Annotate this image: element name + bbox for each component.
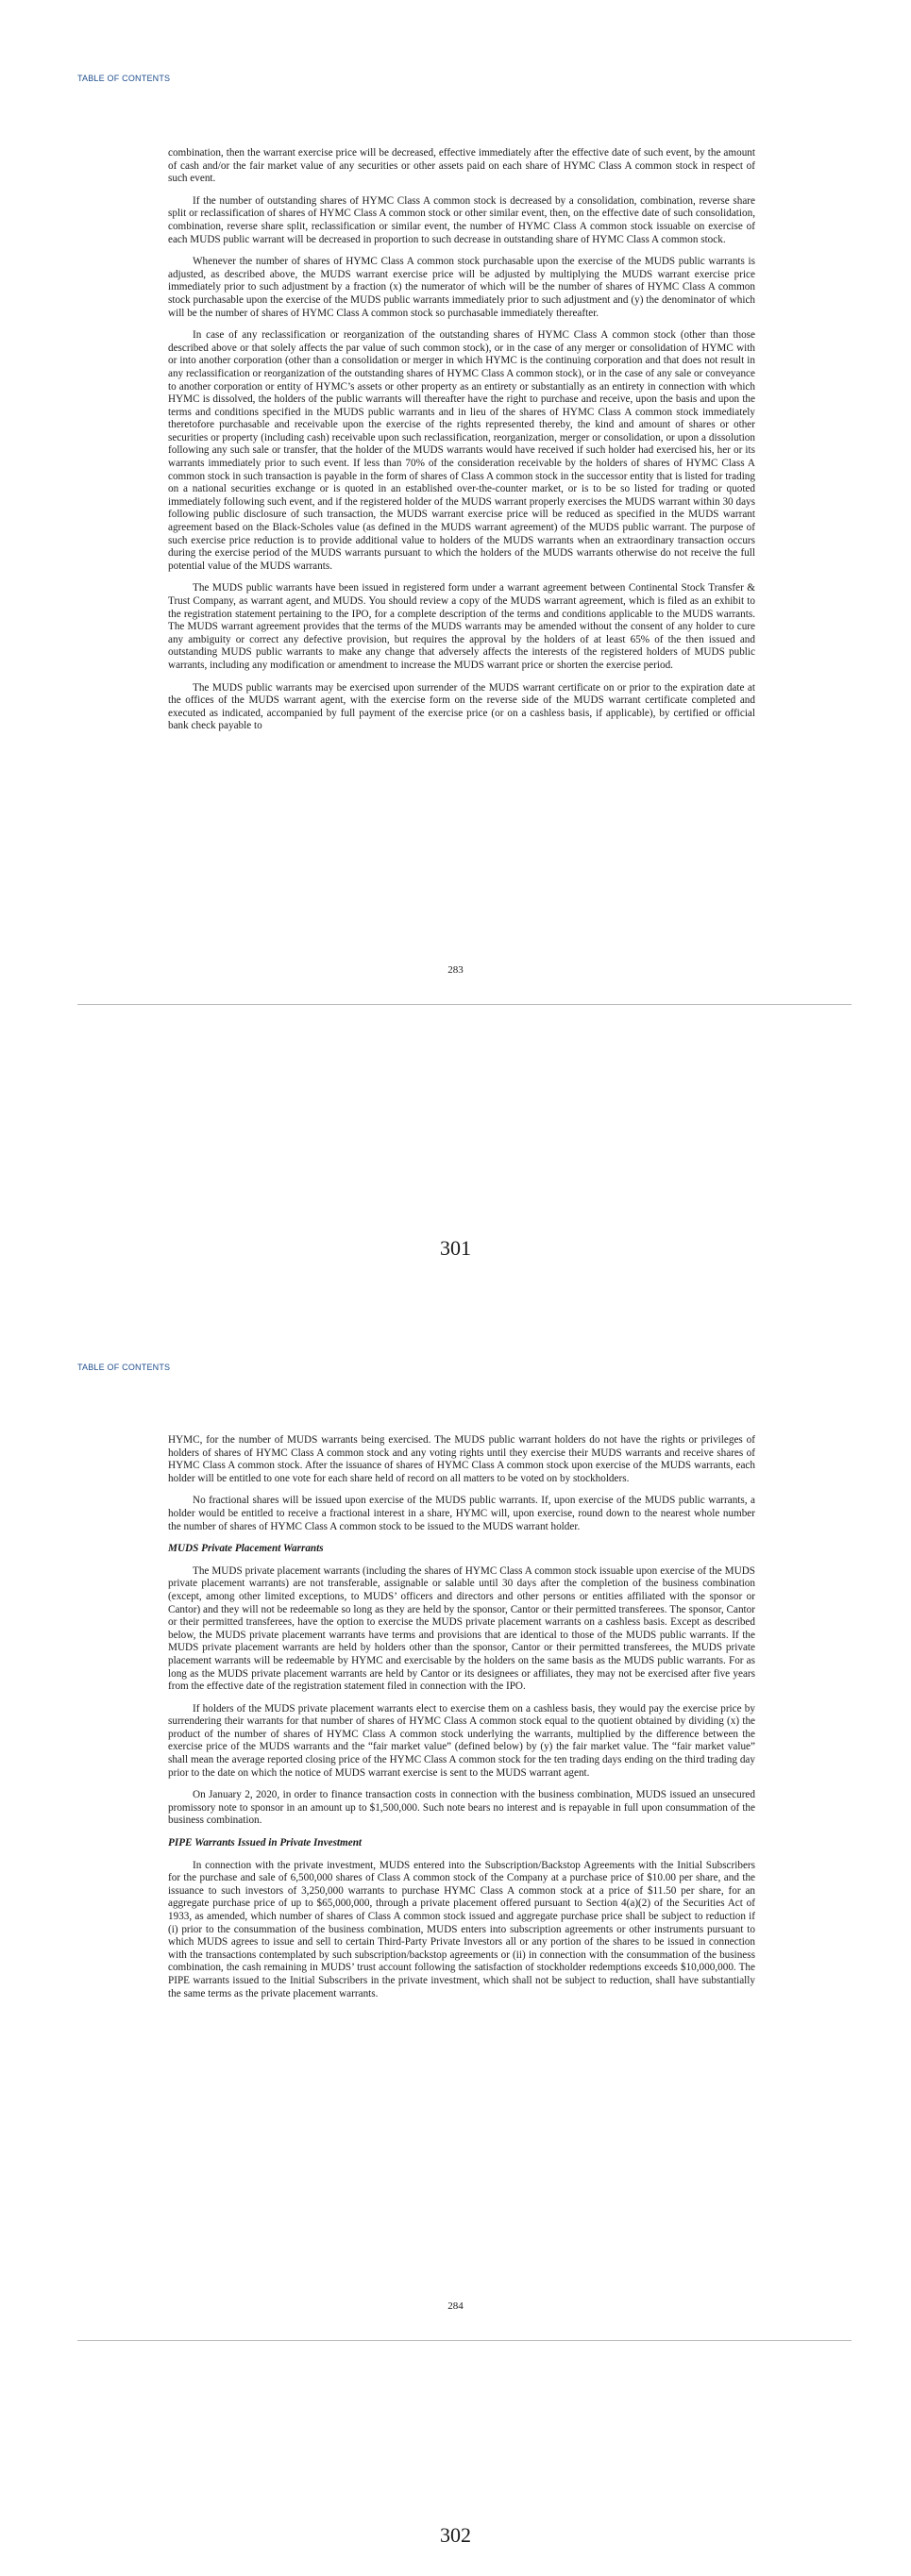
pdf-page-number: 302 <box>440 2523 471 2547</box>
page-284-body <box>168 1434 755 2010</box>
paragraph: If the number of outstanding shares of HYMC Class A common stock is decreased by a consolidation, combination, reverse share split or reclassification of shares of HYMC Class A common stock or other similar event, then, on the effective date of such consolidation, combination, reverse share split, reclassification or similar event, the number of HYMC Class A common stock issuable on exercise of each MUDS public warrant will be decreased in proportion to such decrease in outstanding share of HYMC Class A common stock. <box>168 194 755 245</box>
pdf-page-number: 301 <box>440 1236 471 1260</box>
page-283-body <box>168 147 755 743</box>
paragraph: The MUDS private placement warrants (including the shares of HYMC Class A common stock issuable upon exercise of the MUDS private placement warrants) are not transferable, assignable or salable until 30 days after the completion of the business combination (except, among other limited exceptions, to MUDS’ officers and directors and other persons or entities affiliated with the sponsor or Cantor) and they will not be redeemable so long as they are held by the sponsor, Cantor or their permitted transferees. The sponsor, Cantor or their permitted transferees, have the option to exercise the MUDS private placement warrants on a cashless basis. Except as described below, the MUDS private placement warrants have terms and provisions that are identical to those of the MUDS public warrants. If the MUDS private placement warrants are held by holders other than the sponsor, Cantor or their permitted transferees, the MUDS private placement warrants will be redeemable by HYMC and exercisable by the holders on the same basis as the MUDS public warrants. For as long as the MUDS private placement warrants are held by Cantor or its designees or affiliates, they may not be exercised after five years from the effective date of the registration statement filed in connection with the IPO. <box>168 1564 755 1693</box>
paragraph: In case of any reclassification or reorganization of the outstanding shares of HYMC Class A common stock (other than those described above or that solely affects the par value of such common stock), or in the case of any merger or consolidation of HYMC with or into another corporation (other than a consolidation or merger in which HYMC is the continuing corporation and that does not result in any reclassification or reorganization of the outstanding shares of HYMC Class A common stock), or in the case of any sale or conveyance to another corporation or entity of HYMC’s assets or other property as an entirety or substantially as an entirety in connection with which HYMC is dissolved, the holders of the public warrants will thereafter have the right to purchase and receive, upon the basis and upon the terms and conditions specified in the MUDS public warrants and in lieu of the shares of HYMC Class A common stock immediately theretofore purchasable and receivable upon the exercise of the rights represented thereby, the kind and amount of shares or other securities or property (including cash) receivable upon such reclassification, reorganization, merger or consolidation, or upon a dissolution following any such sale or transfer, that the holder of the MUDS warrants would have received if such holder had exercised his, her or its warrants immediately prior to such event. If less than 70% of the consideration receivable by the holders of shares of HYMC Class A common stock in such transaction is payable in the form of shares of Class A common stock in the successor entity that is listed for trading on a national securities exchange or is quoted in an established over-the-counter market, or is to be so listed for trading or quoted immediately following such event, and if the registered holder of the MUDS warrant properly exercises the MUDS warrant within 30 days following public disclosure of such transaction, the MUDS warrant exercise price will be reduced as specified in the MUDS warrant agreement based on the Black-Scholes value (as defined in the MUDS warrant agreement) of the MUDS public warrant. The purpose of such exercise price reduction is to provide additional value to holders of the MUDS warrants when an extraordinary transaction occurs during the exercise period of the MUDS warrants pursuant to which the holders of the MUDS warrants otherwise do not receive the full potential value of the MUDS warrants. <box>168 329 755 572</box>
page-number: 284 <box>447 2300 464 2312</box>
paragraph: No fractional shares will be issued upon exercise of the MUDS public warrants. If, upon exercise of the MUDS public warrants, a holder would be entitled to receive a fractional interest in a share, HYMC will, upon exercise, round down to the nearest whole number the number of shares of HYMC Class A common stock to be issued to the MUDS warrant holder. <box>168 1495 755 1532</box>
page-divider <box>77 2340 852 2341</box>
paragraph: On January 2, 2020, in order to finance transaction costs in connection with the business combination, MUDS issued an unsecured promissory note to sponsor in an amount up to $1,500,000. Such note bears no interest and is repayable in full upon consummation of the business combination. <box>168 1789 755 1827</box>
table-of-contents-link[interactable]: TABLE OF CONTENTS <box>77 74 171 83</box>
section-heading: PIPE Warrants Issued in Private Investment <box>168 1837 363 1849</box>
paragraph: The MUDS public warrants have been issued in registered form under a warrant agreement between Continental Stock Transfer & Trust Company, as warrant agent, and MUDS. You should review a copy of the MUDS warrant agreement, which is filed as an exhibit to the registration statement pertaining to the IPO, for a complete description of the terms and conditions applicable to the MUDS warrants. The MUDS warrant agreement provides that the terms of the MUDS warrants may be amended without the consent of any holder to cure any ambiguity or correct any defective provision, but requires the approval by the holders of at least 65% of the then issued and outstanding MUDS public warrants to make any change that adversely affects the interests of the registered holders of MUDS public warrants, including any modification or amendment to increase the MUDS warrant price or shorten the exercise period. <box>168 582 755 671</box>
paragraph: Whenever the number of shares of HYMC Class A common stock purchasable upon the exercise of the MUDS public warrants is adjusted, as described above, the MUDS warrant exercise price will be adjusted by multiplying the MUDS warrant exercise price immediately prior to such adjustment by a fraction (x) the numerator of which will be the number of shares of HYMC Class A common stock purchasable upon the exercise of the MUDS public warrants immediately prior to such adjustment and (y) the denominator of which will be the number of shares of HYMC Class A common stock so purchasable immediately thereafter. <box>168 256 755 319</box>
paragraph: In connection with the private investment, MUDS entered into the Subscription/Backstop Agreements with the Initial Subscribers for the purchase and sale of 6,500,000 shares of Class A common stock of the Company at a purchase price of $10.00 per share, and the issuance to such investors of 3,250,000 warrants to purchase HYMC Class A common stock at a price of $11.50 per share, for an aggregate purchase price of up to $65,000,000, through a private placement offered pursuant to Section 4(a)(2) of the Securities Act of 1933, as amended, which number of shares of Class A common stock issued and aggregate purchase price shall be subject to reduction if (i) prior to the consummation of the business combination, MUDS enters into subscription agreements or other instruments pursuant to which MUDS agrees to issue and sell to certain Third-Party Private Investors all or any portion of the shares to be issued in connection with the transactions contemplated by such subscription/backstop agreements or (ii) in connection with the consummation of the business combination, the cash remaining in MUDS’ trust account following the satisfaction of stockholder redemptions exceeds $10,000,000. The PIPE warrants issued to the Initial Subscribers in the private investment, which shall not be subject to reduction, shall have substantially the same terms as the private placement warrants. <box>168 1859 755 1999</box>
paragraph: combination, then the warrant exercise price will be decreased, effective immediately after the effective date of such event, by the amount of cash and/or the fair market value of any securities or other assets paid on each share of HYMC Class A common stock in respect of such event. <box>168 147 755 185</box>
page-number: 283 <box>447 964 464 976</box>
table-of-contents-link[interactable]: TABLE OF CONTENTS <box>77 1363 171 1372</box>
section-heading: MUDS Private Placement Warrants <box>168 1543 324 1555</box>
paragraph: If holders of the MUDS private placement warrants elect to exercise them on a cashless basis, they would pay the exercise price by surrendering their warrants for that number of shares of HYMC Class A common stock equal to the quotient obtained by dividing (x) the product of the number of shares of HYMC Class A common stock underlying the warrants, multiplied by the difference between the exercise price of the MUDS warrants and the “fair market value” (defined below) by (y) the fair market value. The “fair market value” shall mean the average reported closing price of the HYMC Class A common stock for the ten trading days ending on the third trading day prior to the date on which the notice of MUDS warrant exercise is sent to the MUDS warrant agent. <box>168 1702 755 1779</box>
paragraph: The MUDS public warrants may be exercised upon surrender of the MUDS warrant certificate on or prior to the expiration date at the offices of the MUDS warrant agent, with the exercise form on the reverse side of the MUDS warrant certificate completed and executed as indicated, accompanied by full payment of the exercise price (or on a cashless basis, if applicable), by certified or official bank check payable to <box>168 681 755 732</box>
paragraph: HYMC, for the number of MUDS warrants being exercised. The MUDS public warrant holders do not have the rights or privileges of holders of shares of HYMC Class A common stock and any voting rights until they exercise their MUDS warrants and receive shares of HYMC Class A common stock. After the issuance of shares of HYMC Class A common stock upon exercise of the MUDS warrants, each holder will be entitled to one vote for each share held of record on all matters to be voted on by stockholders. <box>168 1434 755 1484</box>
page-divider <box>77 1004 852 1005</box>
